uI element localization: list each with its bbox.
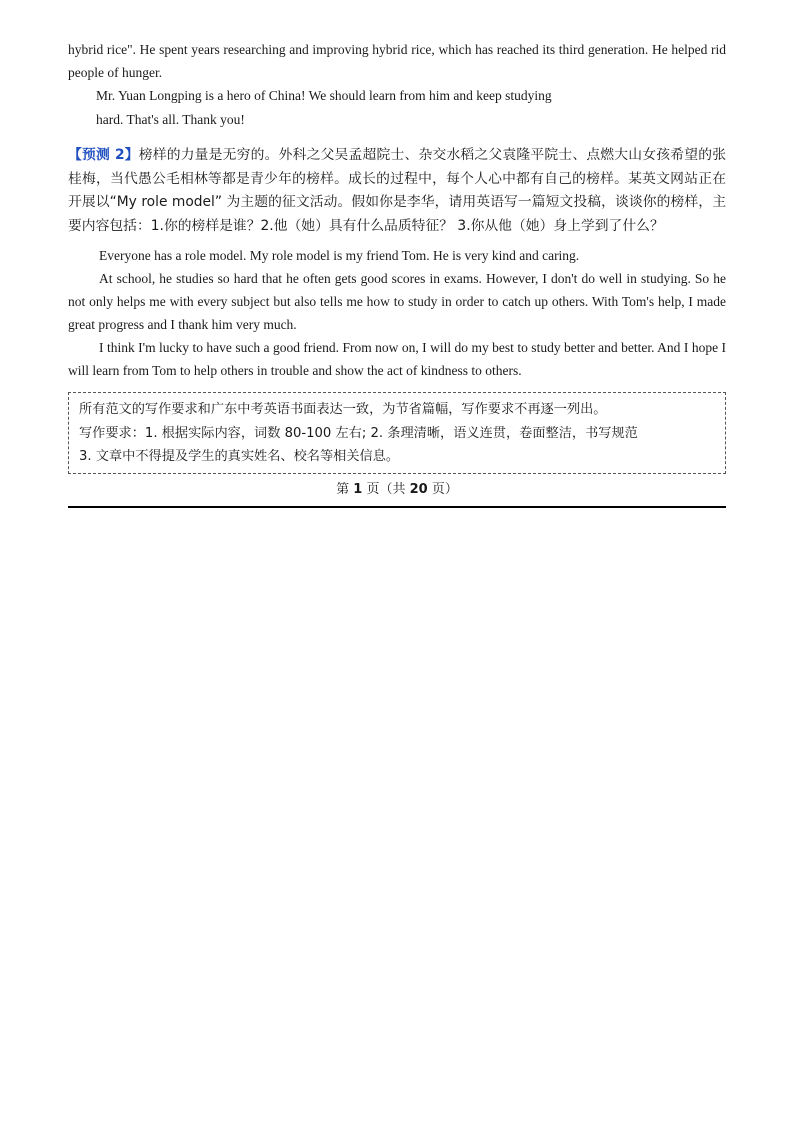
passage-closing-line: Mr. Yuan Longping is a hero of China! We should learn from him and keep studying xyxy=(96,88,552,103)
requirements-line-2: 写作要求：1. 根据实际内容，词数 80-100 左右; 2. 条理清晰，语义连贯，卷面整洁，书写规范 xyxy=(79,425,638,441)
page-footer xyxy=(68,480,726,508)
requirements-line-3: 3. 文章中不得提及学生的真实姓名、校名等相关信息。 xyxy=(79,449,400,464)
model-essay xyxy=(68,244,726,382)
prediction-text: 榜样的力量是无穷的。外科之父吴孟超院士、杂交水稻之父袁隆平院士、点燃大山女孩希望的张桂梅，当代愚公毛相林等都是青少年的榜样。成长的过程中，每个人心中都有自己的榜样。某英文网站正在开展以“My role model” 为主题的征文活动。假如你是李华，请用英语写一篇短文投稿，谈谈你的榜样，主要内容包括：1.你的榜样是谁？2.他（她）具有什么品质特征？ 3.你从他（她）身上学到了什么？ xyxy=(68,147,726,234)
passage-closing-line: hard. That's all. Thank you! xyxy=(96,112,245,127)
footer-page-number: 1 xyxy=(353,481,363,497)
requirements-line-1: 所有范文的写作要求和广东中考英语书面表达一致，为节省篇幅，写作要求不再逐一列出。 xyxy=(79,402,607,417)
essay-paragraph-3: I think I'm lucky to have such a good friend. From now on, I will do my best to study better and better. And I hope I will learn from Tom to help others in trouble and show the act of kindness to others. xyxy=(68,340,726,378)
essay-paragraph-1: Everyone has a role model. My role model is my friend Tom. He is very kind and caring. xyxy=(99,248,580,263)
prediction-tag: 【预测 2】 xyxy=(68,147,139,163)
footer-total-pages: 20 xyxy=(409,481,428,497)
prediction-prompt xyxy=(68,144,726,238)
footer-prefix: 第 xyxy=(336,481,354,497)
top-passage xyxy=(68,38,726,132)
footer-suffix: 页） xyxy=(427,481,458,497)
document-page xyxy=(68,38,726,508)
footer-middle: 页（共 xyxy=(362,481,410,497)
essay-paragraph-2: At school, he studies so hard that he often gets good scores in exams. However, I don't do well in studying. So he not only helps me with every subject but also tells me how to study in order to catch up others. With Tom's help, I made great progress and I thank him very much. xyxy=(68,271,726,332)
passage-paragraph: hybrid rice". He spent years researching and improving hybrid rice, which has reached its third generation. He helped rid people of hunger. xyxy=(68,42,726,80)
writing-requirements-box xyxy=(68,392,726,474)
